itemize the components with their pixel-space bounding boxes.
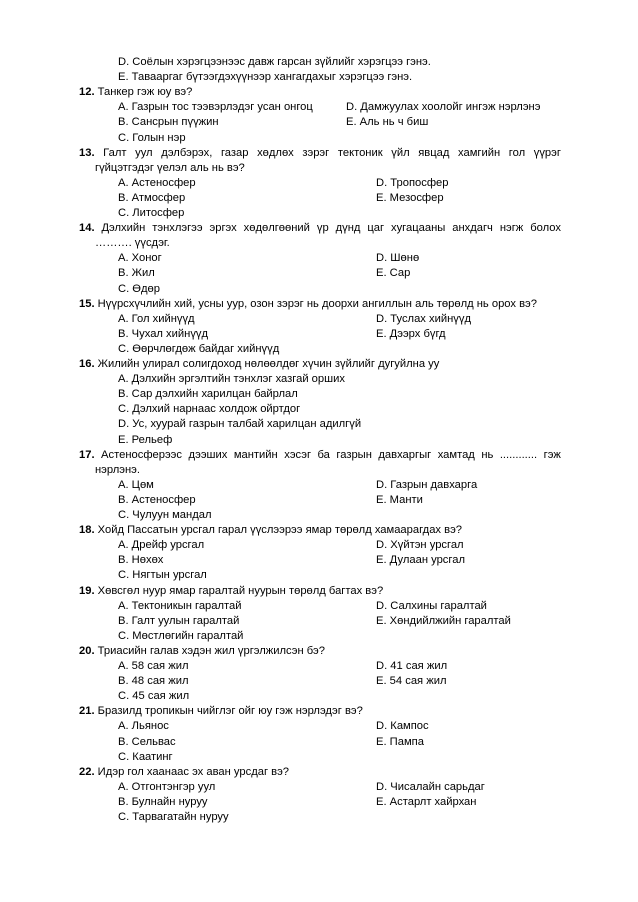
answer-option: B. 48 сая жил <box>118 675 189 688</box>
answer-option: D. Тропосфер <box>376 176 449 189</box>
word: ............ <box>499 448 538 461</box>
word: нэгж <box>499 222 524 235</box>
answer-option: D. Туслах хийнүүд <box>376 312 472 325</box>
word: тэнхлэгээ <box>152 222 203 235</box>
answer-option: E. Мезосфер <box>376 191 444 204</box>
question-number: 14. <box>79 222 95 235</box>
word: Астеносферээс <box>101 448 182 461</box>
question-text-line: Жилийн улирал солигдоход нөлөөлдөг хүчин зүйлийг дугуйлна уу <box>94 358 440 370</box>
question-text <box>79 146 561 161</box>
question-text <box>79 584 383 599</box>
answer-option: B. Сансрын пүүжин <box>118 116 219 129</box>
word: уул <box>135 146 153 159</box>
question-text <box>79 357 439 372</box>
answer-option: C. Нягтын урсгал <box>118 569 207 582</box>
answer-option: D. Шөнө <box>376 252 420 265</box>
answer-option: D. Салхины гаралтай <box>376 599 487 612</box>
answer-option: D. Газрын давхарга <box>376 478 478 491</box>
answer-option: B. Нөхөх <box>118 554 164 567</box>
word: Галт <box>103 146 127 159</box>
answer-option: C. 45 сая жил <box>118 690 190 703</box>
word: анхдагч <box>452 222 493 235</box>
word: давхаргыг <box>378 448 432 461</box>
question-text <box>79 297 537 312</box>
word: газар <box>220 146 249 159</box>
answer-option: B. Атмосфер <box>118 191 186 204</box>
answer-option: D. 41 сая жил <box>376 660 448 672</box>
answer-option: C. Тарвагатайн нуруу <box>118 811 229 823</box>
answer-option: A. Гол хийнүүд <box>118 312 195 325</box>
answer-option: D. Кампос <box>376 720 429 733</box>
question-number: 17. <box>79 448 95 461</box>
word: дүнд <box>335 222 361 235</box>
answer-option: D. Ус, хуурай газрын талбай харилцан адилгүй <box>118 418 362 431</box>
answer-option: B. Сар дэлхийн харилцан байрлал <box>118 388 298 401</box>
answer-option: A. Отгонтэнгэр уул <box>118 780 216 793</box>
question-number: 15. <box>79 297 95 310</box>
question-text-line: Нүүрсхүчлийн хий, усны уур, озон зэрэг нь доорхи ангиллын аль төрөлд нь орох вэ? <box>94 297 537 310</box>
question-text-line: Хойд Пассатын урсгал гарал үүслээрээ ямар төрөлд хамаарагдах вэ? <box>94 524 463 537</box>
question-text <box>79 85 192 100</box>
word: мантийн <box>233 448 278 461</box>
word: хэсэг <box>284 448 312 461</box>
word: цаг <box>367 222 385 235</box>
question-text-line: Танкер гэж юу вэ? <box>94 86 193 99</box>
question-text <box>79 523 462 538</box>
answer-option: A. Хоног <box>118 252 162 265</box>
question-number: 19. <box>79 584 95 597</box>
word: хамгийн <box>458 146 501 159</box>
word: гол <box>508 146 526 159</box>
answer-option: C. Дэлхий нарнаас холдож ойртдог <box>118 403 301 416</box>
word: зэрэг <box>302 146 330 159</box>
answer-option: A. Дрейф урсгал <box>118 539 205 552</box>
question-text <box>79 221 561 236</box>
question-number: 12. <box>79 86 95 99</box>
answer-option: D. Хүйтэн урсгал <box>376 539 464 552</box>
question-text <box>79 704 363 719</box>
word: үүрэг <box>533 146 561 159</box>
answer-option: A. Астеносфер <box>118 176 196 189</box>
word: явцад <box>418 146 450 159</box>
word: үр <box>316 222 329 235</box>
word: хугацааны <box>390 222 446 235</box>
word: хөдлөх <box>257 146 294 159</box>
answer-option: A. Дэлхийн эргэлтийн тэнхлэг хазгай орших <box>118 373 345 386</box>
word: хамтад <box>437 448 475 461</box>
word: тектоник <box>337 146 383 159</box>
word: болох <box>530 222 561 235</box>
answer-option: C. Каатинг <box>118 750 173 763</box>
word: дээших <box>188 448 228 461</box>
answer-option: E. Хөндийлжийн гаралтай <box>376 614 511 627</box>
word: хөдөлгөөний <box>243 222 310 235</box>
word: газрын <box>336 448 372 461</box>
question-number: 13. <box>79 146 95 159</box>
answer-option: E. Сар <box>376 267 411 280</box>
answer-option: E. Рельеф <box>118 433 173 446</box>
answer-option: C. Голын нэр <box>118 131 186 144</box>
word: дэлбэрэх, <box>161 146 213 159</box>
question-text <box>79 644 325 659</box>
answer-option: D. Соёлын хэрэгцээнээс давж гарсан зүйлийг хэрэгцээ гэнэ. <box>118 56 431 68</box>
question-number: 22. <box>79 765 95 778</box>
answer-option: B. Астеносфер <box>118 493 196 506</box>
answer-option: C. Литосфер <box>118 207 185 219</box>
answer-option: C. Чулуун мандал <box>118 509 212 521</box>
question-text-continued: ………. үүсдэг. <box>95 237 170 250</box>
answer-option: A. Льянос <box>118 720 169 733</box>
question-text <box>79 765 289 780</box>
answer-option: C. Мөстлөгийн гаралтай <box>118 629 244 642</box>
question-number: 20. <box>79 644 95 657</box>
question-number: 18. <box>79 524 95 537</box>
word: ба <box>317 448 330 461</box>
word: нь <box>481 448 494 461</box>
answer-option: A. Цөм <box>118 478 154 491</box>
answer-option: B. Жил <box>118 267 155 280</box>
question-text-line: Бразилд тропикын чийглэг ойг юу гэж нэрлэдэг вэ? <box>94 705 363 718</box>
word: гэж <box>543 448 561 461</box>
question-text-continued: нэрлэнэ. <box>95 463 140 476</box>
answer-option: B. Галт уулын гаралтай <box>118 614 240 627</box>
answer-option: E. Дээрх бүгд <box>376 327 446 340</box>
question-text-continued: гүйцэтгэдэг үелэл аль нь вэ? <box>95 161 245 174</box>
word: үйл <box>391 146 410 159</box>
question-text-line: Идэр гол хаанаас эх аван урсдаг вэ? <box>94 765 290 778</box>
answer-option: E. Тавааргаг бүтээгдэхүүнээр хангагдахыг хэрэгцээ гэнэ. <box>118 71 413 84</box>
question-text <box>79 448 561 463</box>
answer-option: E. Манти <box>376 493 423 506</box>
answer-option: B. Сельвас <box>118 735 176 748</box>
answer-option: B. Чухал хийнүүд <box>118 327 209 340</box>
answer-option: D. Чисалайн сарьдаг <box>376 780 485 793</box>
question-number: 21. <box>79 705 95 718</box>
answer-option: C. Өөрчлөгдөж байдаг хийнүүд <box>118 342 280 355</box>
answer-option: E. 54 сая жил <box>376 675 447 688</box>
answer-option: C. Өдөр <box>118 282 160 295</box>
answer-option: B. Булнайн нуруу <box>118 795 208 808</box>
answer-option: E. Пампа <box>376 735 424 748</box>
answer-option: E. Аль нь ч биш <box>346 116 429 129</box>
question-text-line: Триасийн галав хэдэн жил үргэлжилсэн бэ? <box>94 644 325 657</box>
answer-option: E. Дулаан урсгал <box>376 554 465 567</box>
question-text-line: Хөвсгөл нуур ямар гаралтай нуурын төрөлд багтах вэ? <box>94 584 384 597</box>
answer-option: A. 58 сая жил <box>118 660 189 672</box>
question-number: 16. <box>79 358 95 370</box>
word: эргэх <box>209 222 237 235</box>
answer-option: E. Астарлт хайрхан <box>376 795 477 808</box>
answer-option: A. Тектоникын гаралтай <box>118 599 242 612</box>
answer-option: A. Газрын тос тээвэрлэдэг усан онгоц <box>118 101 313 114</box>
word: Дэлхийн <box>101 222 146 235</box>
answer-option: D. Дамжуулах хоолойг ингэж нэрлэнэ <box>346 101 541 114</box>
